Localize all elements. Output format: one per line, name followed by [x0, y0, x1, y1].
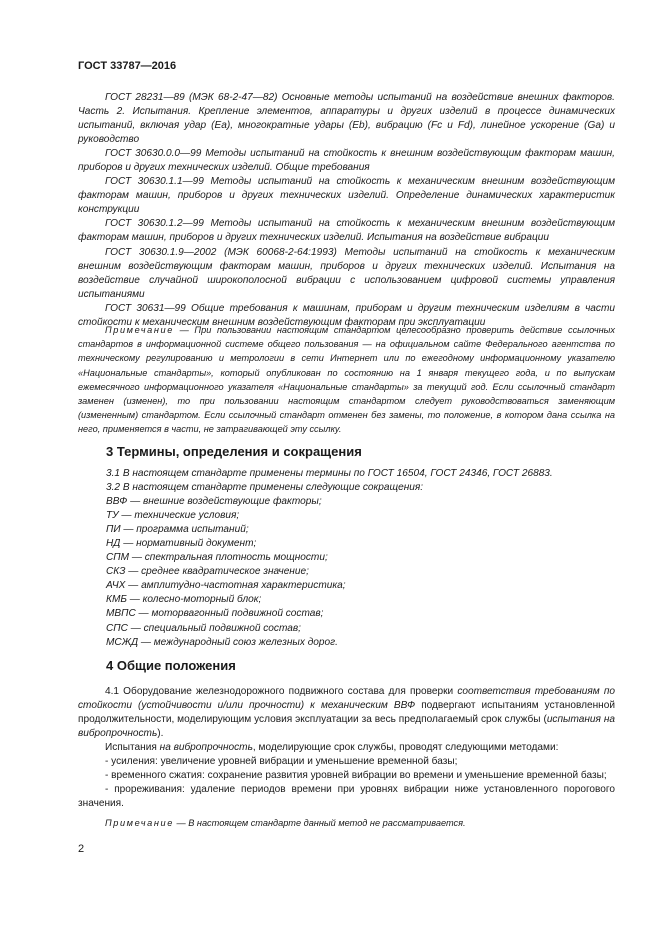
- list-item: МСЖД — международный союз железных дорог.: [106, 636, 338, 648]
- list-item: СКЗ — среднее квадратическое значение;: [106, 566, 309, 578]
- text-run-italic: на вибропрочность: [159, 742, 253, 754]
- list-item: 3.1 В настоящем стандарте применены термины по ГОСТ 16504, ГОСТ 24346, ГОСТ 26883.: [106, 468, 553, 479]
- text-run-italic: испытания на вибропрочность: [78, 714, 615, 740]
- text-run: подвергают испытаниям установленной продолжительности, моделирующим условия эксплуатации за весь предполагаемый срок службы (: [78, 700, 615, 726]
- text-run: ).: [157, 728, 164, 740]
- document-header: ГОСТ 33787—2016: [78, 60, 177, 72]
- note-label: Примечание: [105, 325, 174, 335]
- method-item: - усиления: увеличение уровней вибрации и уменьшение временной базы;: [105, 756, 458, 768]
- method-item: - прореживания: удаление периодов времени при уровнях вибрации ниже установленного порогового значения.: [78, 784, 615, 810]
- reference-item: ГОСТ 30630.1.9—2002 (МЭК 60068-2-64:1993) Методы испытаний на стойкость к механическим внешним воздействующим факторам машин, приборов и других технических изделий. Испытания на воздействие случайной широкополосной вибрации с использованием цифровой системы управления испытаниями: [78, 246, 615, 300]
- text-run: 4.1 Оборудование железнодорожного подвижного состава для проверки: [105, 686, 458, 697]
- paragraph-methods-intro: [78, 741, 615, 755]
- list-item: МВПС — моторвагонный подвижной состав;: [106, 608, 324, 620]
- list-item: СПС — специальный подвижной состав;: [106, 622, 301, 634]
- reference-item: ГОСТ 30630.1.1—99 Методы испытаний на стойкость к механическим внешним воздействующим факторам машин, приборов и других технических изделий. Определение динамических характеристик конструкции: [78, 176, 615, 216]
- list-item: ПИ — программа испытаний;: [106, 524, 249, 536]
- abbreviations-list: [106, 467, 615, 650]
- page-number: 2: [78, 843, 85, 855]
- note-references: [78, 323, 615, 437]
- note-paragraph: [78, 323, 615, 437]
- text-run: Испытания: [105, 742, 160, 754]
- list-item: АЧХ — амплитудно-частотная характеристика;: [106, 580, 346, 592]
- note-method: [78, 816, 615, 830]
- list-item: 3.2 В настоящем стандарте применены следующие сокращения:: [106, 482, 424, 494]
- reference-item: ГОСТ 30630.1.2—99 Методы испытаний на стойкость к механическим внешним воздействующим факторам машин, приборов и других технических изделий. Испытания на воздействие вибрации: [78, 218, 615, 244]
- list-item: СПМ — спектральная плотность мощности;: [106, 552, 328, 564]
- list-item: ТУ — технические условия;: [106, 510, 240, 522]
- section-3-title: 3 Термины, определения и сокращения: [106, 444, 362, 459]
- section-4-body: [78, 685, 615, 831]
- reference-item: ГОСТ 28231—89 (МЭК 68-2-47—82) Основные методы испытаний на воздействие внешних факторов. Часть 2. Испытания. Крепление элементов, аппаратуры и других изделий в процессе динамических испытаний, включая удар (Ea), многократные удары (Eb), вибрацию (Fc и Fd), линейное ускорение (Ga) и руководство: [78, 92, 615, 146]
- note-text: — В настоящем стандарте данный метод не рассматривается.: [173, 818, 466, 829]
- paragraph-4-1: [78, 685, 615, 741]
- section-4-title: 4 Общие положения: [106, 658, 236, 673]
- list-item: КМБ — колесно-моторный блок;: [106, 594, 262, 606]
- text-run: , моделирующие срок службы, проводят следующими методами:: [252, 742, 559, 754]
- list-item: НД — нормативный документ;: [106, 538, 257, 550]
- note-text: — При пользовании настоящим стандартом целесообразно проверить действие ссылочных стандартов в информационной системе общего пользования — на официальном сайте Федерального агентства по техническому регулированию и метрологии в сети Интернет или по ежегодному информационному указателю «Национальные стандарты», который опубликован по состоянию на 1 января текущего года, и по выпускам ежемесячного информационного указателя «Национальные стандарты» за текущий год. Если ссылочный стандарт заменен (изменен), то при пользовании настоящим стандартом следует руководствоваться заменяющим (измененным) стандартом. Если ссылочный стандарт отменен без замены, то положение, в котором дана ссылка на него, применяется в части, не затрагивающей эту ссылку.: [78, 325, 615, 435]
- reference-item: ГОСТ 30631—99 Общие требования к машинам, приборам и другим техническим изделиям в части стойкости к механическим внешним воздействующим факторам при эксплуатации: [78, 302, 615, 328]
- normative-references: [78, 91, 615, 330]
- method-item: - временного сжатия: сохранение развития уровней вибрации во времени и уменьшение временной базы;: [105, 770, 607, 782]
- reference-item: ГОСТ 30630.0.0—99 Методы испытаний на стойкость к внешним воздействующим факторам машин, приборов и других технических изделий. Общие требования: [78, 148, 615, 174]
- text-run-italic: соответствия требованиям по стойкости (устойчивости и/или прочности) к механическим ВВФ: [78, 686, 616, 712]
- note-label: Примечание: [105, 818, 174, 829]
- list-item: ВВФ — внешние воздействующие факторы;: [106, 496, 322, 508]
